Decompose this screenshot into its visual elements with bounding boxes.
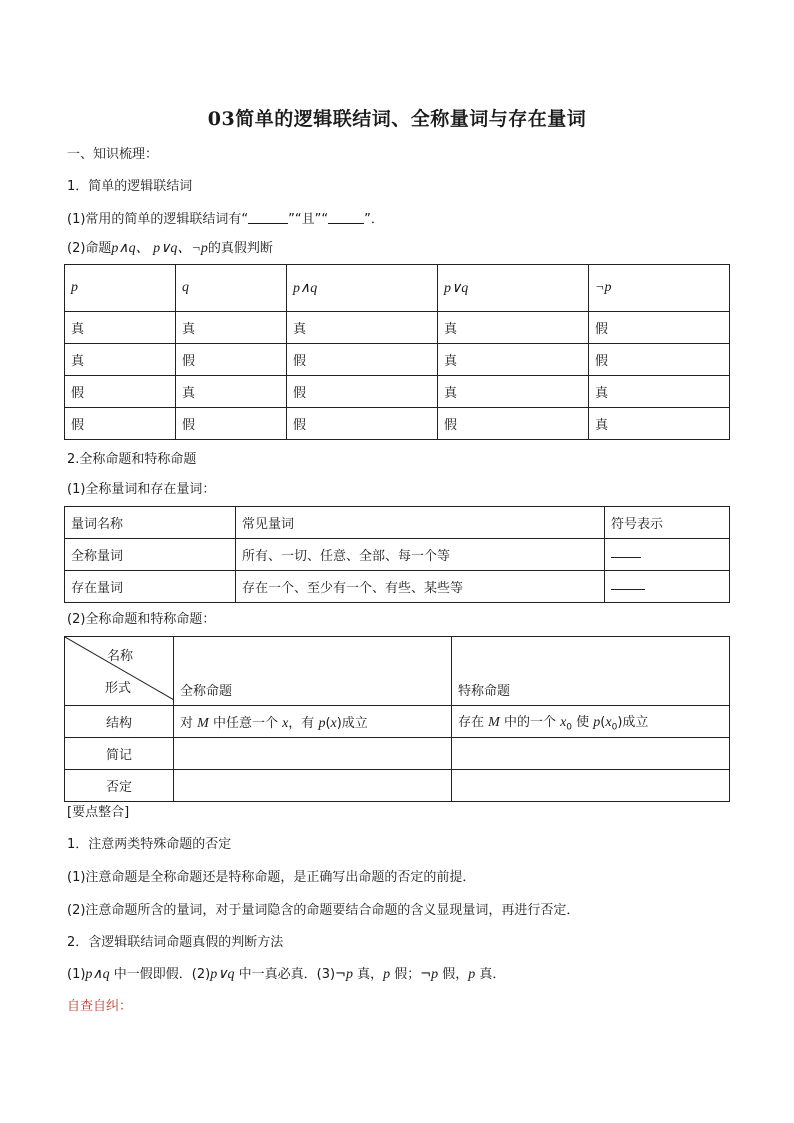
- item-text: 的真假判断: [207, 241, 273, 256]
- row-label: 简记: [65, 738, 174, 770]
- table-cell: 真: [287, 312, 438, 344]
- page-title: 03简单的逻辑联结词、全称量词与存在量词: [207, 108, 587, 130]
- section-heading-knowledge: 一、知识梳理：: [67, 147, 159, 162]
- table-cell: 假: [287, 344, 438, 376]
- table-cell: 对 M 中任意一个 x，有 p(x)成立: [174, 706, 452, 738]
- table-row: [65, 539, 730, 571]
- table-row: [65, 706, 730, 738]
- summary-point-2a: (1)p∧q 中一假即假．(2)p∨q 中一真必真．(3)¬p 真，p 假；¬p 假，p 真．: [67, 967, 506, 982]
- item-quantifiers: (1)全称量词和存在量词：: [67, 482, 216, 497]
- summary-point-2: 2．含逻辑联结词命题真假的判断方法: [67, 935, 284, 950]
- table-header-row: [65, 637, 730, 706]
- table-header-row: [65, 507, 730, 539]
- table-cell: 真: [589, 408, 730, 440]
- table-header-cell: p∨q: [438, 265, 589, 312]
- table-cell: 假: [287, 408, 438, 440]
- table-header-cell: 量词名称: [65, 507, 236, 539]
- table-cell: 假: [438, 408, 589, 440]
- table-cell: [174, 738, 452, 770]
- table-header-cell: 符号表示: [605, 507, 730, 539]
- table-header-cell: p∧q: [287, 265, 438, 312]
- item-connectives-fill-blank: [67, 211, 384, 229]
- item-text: (2)命题: [67, 241, 112, 256]
- table-cell: 假: [287, 376, 438, 408]
- item-expression: p∧q、 p∨q、¬p: [111, 241, 208, 256]
- answer-blank: [611, 581, 645, 590]
- table-header-cell: ¬p: [589, 265, 730, 312]
- item-truth-judgement: [67, 240, 273, 258]
- table-cell: 全称量词: [65, 539, 236, 571]
- table-cell: 真: [65, 344, 176, 376]
- table-cell: 真: [589, 376, 730, 408]
- table-header-cell: p: [65, 265, 176, 312]
- item-text: ”．: [364, 212, 384, 227]
- table-header-row: [65, 265, 730, 312]
- table-row: [65, 408, 730, 440]
- table-cell: 真: [176, 312, 287, 344]
- table-cell: 假: [176, 344, 287, 376]
- summary-point-1: 1．注意两类特殊命题的否定: [67, 837, 232, 852]
- summary-point-1b: (2)注意命题所含的量词，对于量词隐含的命题要结合命题的含义显现量词，再进行否定．: [67, 903, 580, 918]
- table-cell: 真: [438, 376, 589, 408]
- item-text: ”“且”“: [288, 212, 329, 227]
- answer-blank: [328, 211, 364, 224]
- table-cell: 假: [65, 376, 176, 408]
- table-cell: 存在量词: [65, 571, 236, 603]
- quantifier-table: [64, 506, 730, 603]
- symbol-blank-cell: [605, 539, 730, 571]
- table-row: [65, 312, 730, 344]
- table-cell: [452, 738, 730, 770]
- table-header-cell: 全称命题: [174, 637, 452, 706]
- table-cell: 假: [176, 408, 287, 440]
- proposition-table: [64, 636, 730, 802]
- table-cell: 假: [589, 344, 730, 376]
- table-cell: 真: [65, 312, 176, 344]
- table-row: [65, 770, 730, 802]
- table-row: [65, 738, 730, 770]
- table-row: [65, 344, 730, 376]
- truth-table: [64, 264, 730, 440]
- answer-blank: [248, 211, 288, 224]
- table-row: [65, 571, 730, 603]
- heading-logical-connectives: 1．简单的逻辑联结词: [67, 179, 193, 194]
- symbol-blank-cell: [605, 571, 730, 603]
- heading-universal-existential: 2.全称命题和特称命题: [67, 452, 197, 467]
- table-row: [65, 376, 730, 408]
- table-cell: 真: [438, 312, 589, 344]
- table-cell: [174, 770, 452, 802]
- table-cell: 存在 M 中的一个 $x_0$ 使 $p(x_0)$成立: [452, 706, 730, 738]
- table-cell: 存在一个、至少有一个、有些、某些等: [236, 571, 605, 603]
- row-label: 否定: [65, 770, 174, 802]
- table-cell: 真: [438, 344, 589, 376]
- table-header-cell: 特称命题: [452, 637, 730, 706]
- table-cell: 真: [176, 376, 287, 408]
- summary-point-1a: (1)注意命题是全称命题还是特称命题，是正确写出命题的否定的前提．: [67, 870, 476, 885]
- self-check-label: 自查自纠：: [67, 999, 133, 1014]
- table-header-cell: 常见量词: [236, 507, 605, 539]
- table-cell: 假: [589, 312, 730, 344]
- table-cell: [452, 770, 730, 802]
- item-text: (1)常用的简单的逻辑联结词有“: [67, 212, 249, 227]
- diagonal-header-cell: [65, 637, 174, 706]
- corner-label-form: 形式: [105, 681, 132, 696]
- summary-tag: [要点整合]: [67, 805, 130, 820]
- table-cell: 假: [65, 408, 176, 440]
- table-header-cell: q: [176, 265, 287, 312]
- item-propositions: (2)全称命题和特称命题：: [67, 612, 216, 627]
- corner-label-name: 名称: [107, 649, 134, 664]
- answer-blank: [611, 549, 641, 558]
- table-cell: 所有、一切、任意、全部、每一个等: [236, 539, 605, 571]
- row-label: 结构: [65, 706, 174, 738]
